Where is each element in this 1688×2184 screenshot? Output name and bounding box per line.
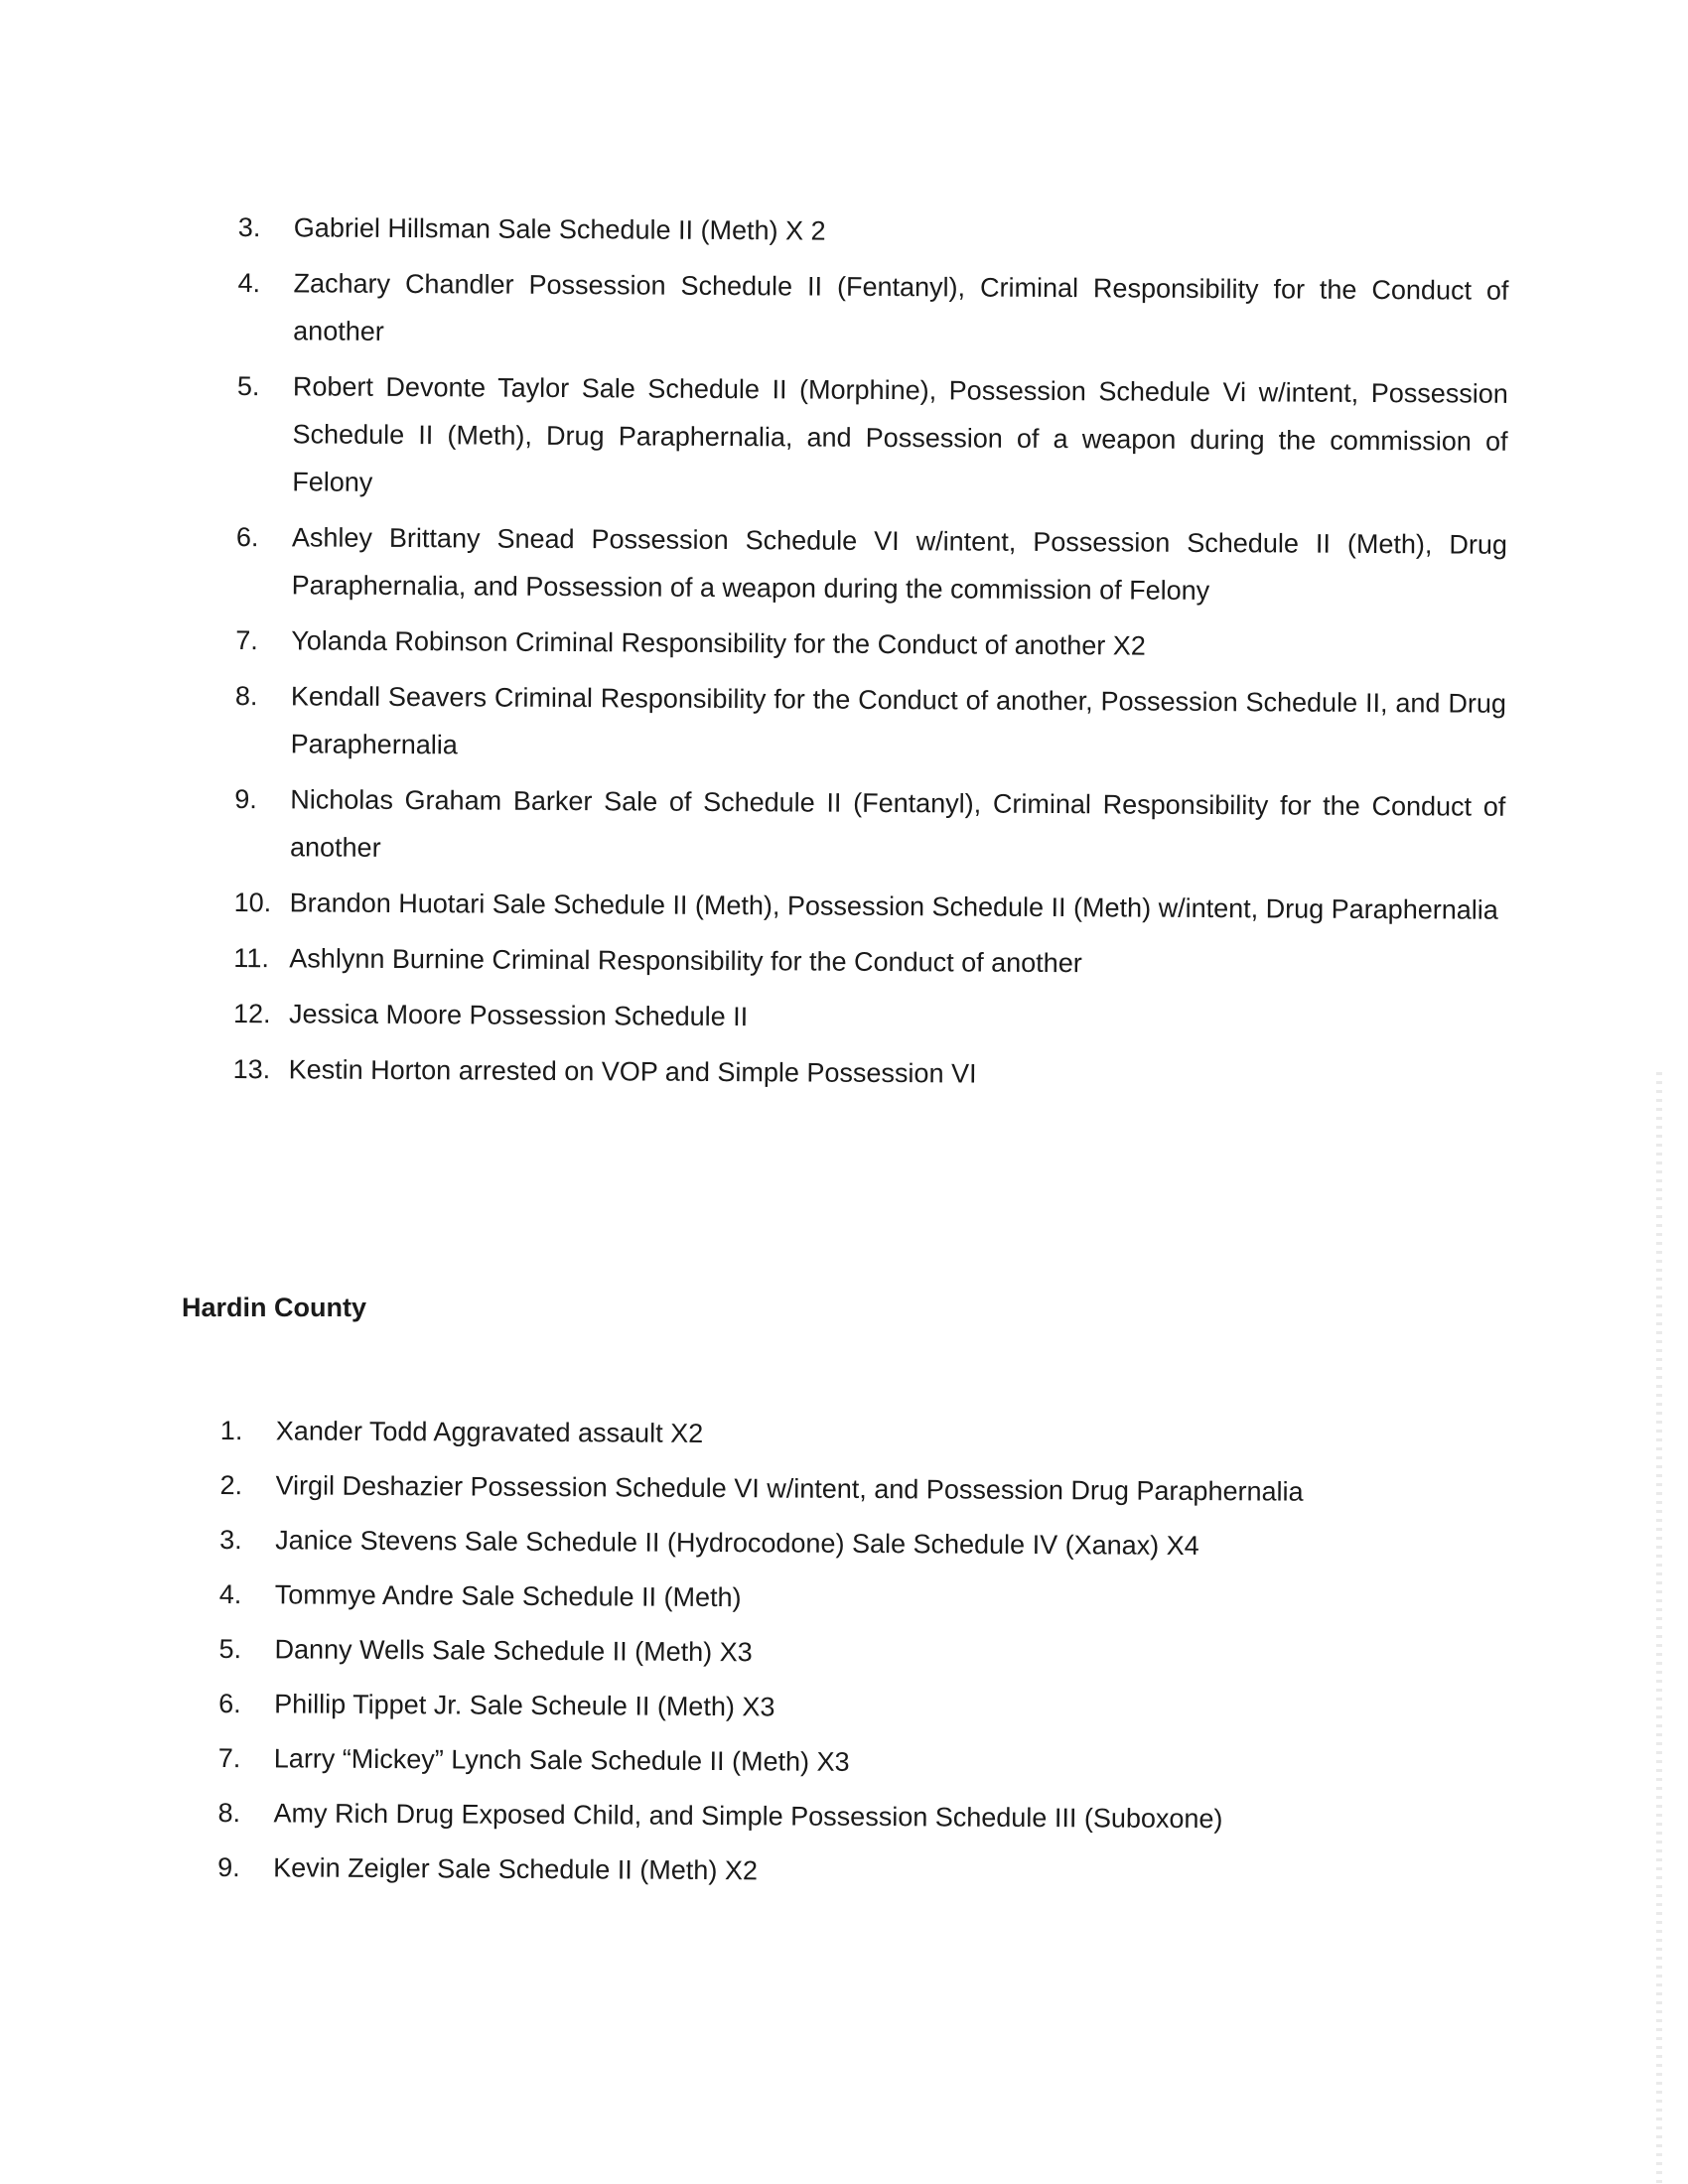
list-item: [237, 259, 1509, 362]
list-item: [235, 672, 1507, 775]
item-number: 5.: [218, 1633, 242, 1665]
item-text: Virgil Deshazier Possession Schedule VI w/intent, and Possession Drug Paraphernalia: [275, 1470, 1304, 1507]
list-item: [217, 1789, 1409, 1843]
list-item: [233, 1045, 1504, 1101]
item-number: 5.: [236, 370, 260, 402]
list-item: [217, 1843, 1409, 1898]
item-text: Nicholas Graham Barker Sale of Schedule II (Fentanyl), Criminal Responsibility for the Conduct of another: [289, 784, 1506, 863]
list-item: [234, 775, 1506, 879]
item-number: 7.: [217, 1742, 241, 1774]
item-text: Ashlynn Burnine Criminal Responsibility for the Conduct of another: [289, 943, 1082, 979]
list-item: [218, 1734, 1410, 1789]
item-number: 3.: [219, 1524, 242, 1556]
item-text: Larry “Mickey” Lynch Sale Schedule II (Meth) X3: [273, 1743, 850, 1777]
item-number: 7.: [235, 624, 258, 656]
item-number: 4.: [218, 1578, 242, 1610]
item-text: Jessica Moore Possession Schedule II: [288, 999, 749, 1032]
item-text: Ashley Brittany Snead Possession Schedule VI w/intent, Possession Schedule II (Meth), Drug Paraphernalia, and Possession of a weapon during the commission of Felony: [291, 522, 1508, 606]
item-number: 9.: [217, 1851, 240, 1883]
section-title-hardin-county: Hardin County: [182, 1293, 366, 1322]
item-number: 11.: [233, 942, 269, 974]
item-text: Kendall Seavers Criminal Responsibility for the Conduct of another, Possession Schedule II, and Drug Paraphernalia: [290, 681, 1507, 760]
item-text: Phillip Tippet Jr. Sale Scheule II (Meth) X3: [274, 1689, 775, 1722]
item-text: Kevin Zeigler Sale Schedule II (Meth) X2: [273, 1852, 758, 1886]
item-number: 3.: [237, 211, 261, 243]
item-number: 6.: [218, 1688, 241, 1719]
item-number: 2.: [219, 1469, 243, 1501]
list-item: [236, 362, 1508, 513]
list-item: [233, 990, 1504, 1045]
hardin-county-list: [217, 1407, 1412, 1905]
list-item: [238, 204, 1509, 259]
item-text: Tommye Andre Sale Schedule II (Meth): [274, 1579, 742, 1613]
list-item: [219, 1516, 1411, 1570]
item-number: 8.: [217, 1797, 241, 1829]
list-item: [219, 1570, 1411, 1625]
item-number: 9.: [234, 783, 257, 815]
list-item: [234, 879, 1505, 934]
list-item: [218, 1625, 1410, 1680]
item-number: 13.: [232, 1053, 271, 1085]
item-text: Brandon Huotari Sale Schedule II (Meth), Possession Schedule II (Meth) w/intent, Drug Paraphernalia: [289, 887, 1498, 925]
charges-list-continued: [232, 204, 1508, 1109]
list-item: [235, 616, 1506, 672]
item-text: Zachary Chandler Possession Schedule II (Fentanyl), Criminal Responsibility for the Conduct of another: [293, 268, 1509, 346]
item-text: Kestin Horton arrested on VOP and Simple Possession VI: [288, 1054, 977, 1089]
item-number: 1.: [219, 1415, 243, 1446]
item-number: 4.: [237, 267, 261, 299]
list-item: [233, 934, 1504, 990]
scanner-edge-artifact: [1656, 1072, 1662, 2184]
item-text: Robert Devonte Taylor Sale Schedule II (Morphine), Possession Schedule Vi w/intent, Possession Schedule II (Meth), Drug Paraphernalia, and Possession of a weapon during the commission of Felony: [292, 371, 1508, 497]
item-number: 8.: [234, 680, 258, 712]
item-number: 10.: [233, 887, 272, 918]
item-text: Gabriel Hillsman Sale Schedule II (Meth) X 2: [293, 212, 826, 246]
item-text: Janice Stevens Sale Schedule II (Hydrocodone) Sale Schedule IV (Xanax) X4: [275, 1525, 1199, 1562]
item-text: Yolanda Robinson Criminal Responsibility for the Conduct of another X2: [291, 625, 1146, 661]
item-text: Xander Todd Aggravated assault X2: [275, 1416, 704, 1448]
list-item: [218, 1680, 1410, 1734]
item-number: 6.: [235, 521, 259, 553]
item-text: Amy Rich Drug Exposed Child, and Simple Possession Schedule III (Suboxone): [273, 1798, 1223, 1835]
list-item: [219, 1461, 1411, 1516]
list-item: [220, 1407, 1412, 1461]
list-item: [236, 513, 1508, 616]
item-number: 12.: [232, 998, 271, 1029]
item-text: Danny Wells Sale Schedule II (Meth) X3: [274, 1634, 753, 1668]
